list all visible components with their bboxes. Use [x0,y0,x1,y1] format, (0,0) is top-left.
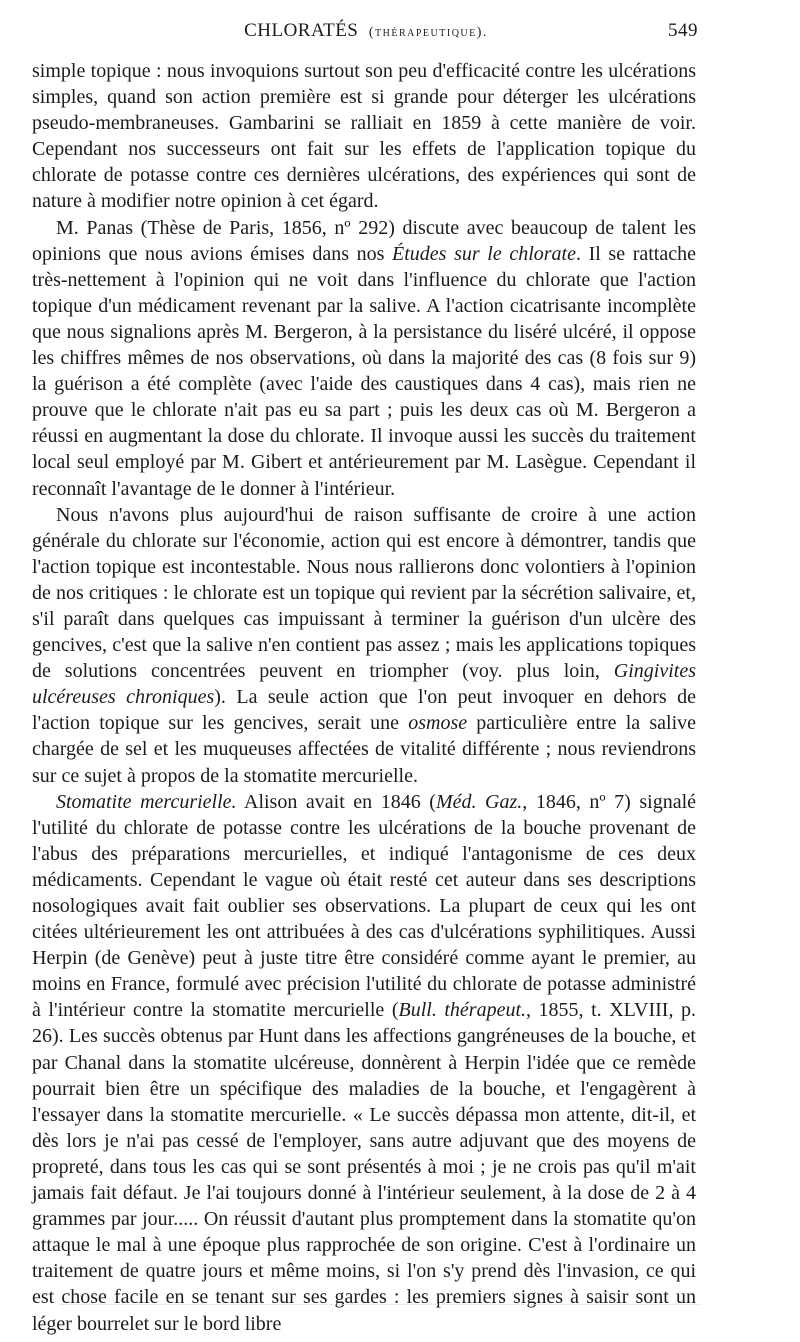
body-text [32,58,696,1337]
text-run: , 1855, t. XLVIII, p. 26). Les succès obtenus par Hunt dans les affections gangréneuses de la bouche, et par Chanal dans la stomatite ulcéreuse, donnèrent à Herpin l'idée que ce remède pourrait bien être un spécifique des maladies de la bouche, et l'engagèrent à l'essayer dans la stomatite mercurielle. « Le succès dépassa mon attente, dit-il, et dès lors je n'ai pas cessé de l'employer, sans autre adjuvant que des moyens de propreté, dans tous les cas qui se sont présentés à moi ; je ne crois pas qu'il m'ait jamais fait défaut. Je l'ai toujours donné à l'intérieur seulement, à la dose de 2 à 4 grammes par jour..... On réussit d'autant plus promptement dans la stomatite qu'on attaque le mal à une époque plus rapprochée de son origine. C'est à l'ordinaire un traitement de quatre jours et même moins, si l'on s'y prend dès l'invasion, ce qui est chose facile en se tenant sur ses gardes : les premiers signes à saisir sont un léger bourrelet sur le bord libre [32,999,696,1335]
text-run: ). La seule action que l'on peut invoquer en dehors de l'action topique sur les gencives, serait une [32,686,696,735]
text-run: . Il se rattache très-nettement à l'opinion qui ne voit dans l'influence du chlorate que l'action topique d'un médicament revenant par la salive. A l'action cicatrisante incomplète que nous signalions après M. Bergeron, à la persistance du liséré ulcéré, il oppose les chiffres mêmes de nos observations, où dans la majorité des cas (8 fois sur 9) la guérison a été complète (avec l'aide des caustiques dans 4 cas), mais rien ne prouve que le chlorate n'ait pas eu sa part ; puis les deux cas où M. Bergeron a réussi en augmentant la dose du chlorate. Il invoque aussi les succès du traitement local seul employé par M. Gibert et antérieurement par M. Lasègue. Cependant il reconnaît l'avantage de le donner à l'intérieur. [32,242,696,500]
text-run: particulière entre la salive chargée de sel et les muqueuses affectées de vitalité différente ; nous reviendrons sur ce sujet à propos de la stomatite mercurielle. [32,712,697,787]
running-title [32,20,700,42]
text-run: Nous n'avons plus aujourd'hui de raison suffisante de croire à une action générale du chlorate sur l'économie, action qui est encore à démontrer, tandis que l'action topique est incontestable. Nous nous rallierons donc volontiers à l'opinion de nos critiques : le chlorate est un topique qui revient par la sécrétion salivaire, et, s'il paraît dans quelques cas impuissant à terminer la guérison d'un ulcère des gencives, c'est que la salive n'en contient pas assez ; mais les applications topiques de solutions concentrées peuvent en triompher (voy. plus loin, [32,503,696,683]
paragraph [32,789,696,1337]
running-title-main: CHLORATÉS [244,20,359,41]
text-run: Alison avait en 1846 ( [236,790,436,813]
italic-text: Études sur le chlorate [392,242,576,265]
paragraph [32,215,696,502]
text-run: , 1846, nº 7) signalé l'utilité du chlorate de potasse contre les ulcérations de la bouche provenant de l'abus des préparations mercurielles, et indiqué l'antagonisme de ces deux médicaments. Cependant le vague où était resté cet auteur dans ses descriptions nosologiques avait fait oublier ses observations. La plupart de ceux qui les ont citées ultérieurement les ont attribuées à des cas d'ulcérations syphilitiques. Aussi Herpin (de Genève) peut à juste titre être considéré comme ayant le premier, au moins en France, formulé avec précision l'utilité du chlorate de potasse administré à l'intérieur contre la stomatite mercurielle ( [32,790,697,1022]
bleed-through-trace [60,1304,700,1313]
page-number: 549 [668,20,698,41]
paragraph [32,502,696,789]
running-header [32,16,700,46]
italic-text: Bull. thérapeut. [398,999,527,1022]
running-title-sub: (thérapeutique). [368,25,488,40]
italic-text: Méd. Gaz. [435,790,523,813]
text-run: simple topique : nous invoquions surtout son peu d'efficacité contre les ulcérations simples, quand son action première est si grande pour déterger les ulcérations pseudo-membraneuses. Gambarini se ralliait en 1859 à cette manière de voir. Cependant nos successeurs ont fait sur les effets de l'application topique du chlorate de potasse contre ces dernières ulcérations, des expériences qui sont de nature à modifier notre opinion à cet égard. [32,60,696,213]
italic-text: osmose [408,712,468,735]
text-run: M. Panas (Thèse de Paris, 1856, nº 292) discute avec beaucoup de talent les opinions que nous avions émises dans nos [32,216,696,265]
paragraph [32,58,696,215]
italic-text: Stomatite mercurielle. [56,790,237,813]
italic-text: Gingivites ulcéreuses chroniques [32,660,696,709]
